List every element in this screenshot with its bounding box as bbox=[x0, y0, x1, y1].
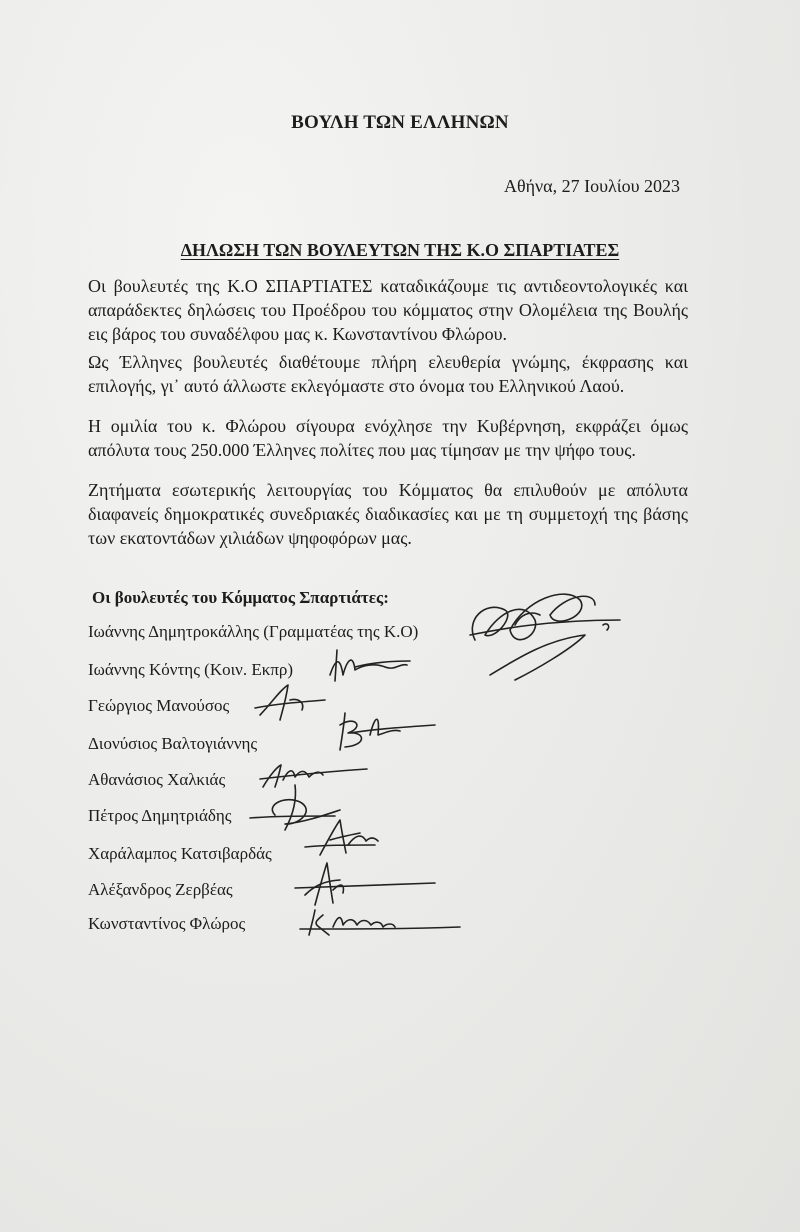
paragraph-2: Ως Έλληνες βουλευτές διαθέτουμε πλήρη ελευθερία γνώμης, έκφρασης και επιλογής, γι᾽ αυτό άλλωστε εκλεγόμαστε στο όνομα του Ελληνικού Λαού. bbox=[88, 352, 688, 396]
paragraph-4: Ζητήματα εσωτερικής λειτουργίας του Κόμματος θα επιλυθούν με απόλυτα διαφανείς δημοκρατικές συνεδριακές διαδικασίες και με τη συμμετοχή της βάσης των εκατοντάδων χιλιάδων ψηφοφόρων μας. bbox=[88, 480, 688, 548]
member-name: Διονύσιος Βαλτογιάννης bbox=[88, 734, 258, 753]
member-name: Ιωάννης Κόντης (Κοιν. Εκπρ) bbox=[88, 660, 294, 679]
member-name: Χαράλαμπος Κατσιβαρδάς bbox=[88, 844, 272, 863]
signature-chalkias-icon bbox=[255, 755, 370, 795]
signature-floros-icon bbox=[295, 905, 465, 940]
member-name: Αθανάσιος Χαλκιάς bbox=[88, 770, 226, 789]
signature-manousos-icon bbox=[250, 680, 330, 725]
member-name: Γεώργιος Μανούσος bbox=[88, 696, 230, 715]
signature-dimitrokallis-icon bbox=[455, 580, 635, 690]
member-name: Ιωάννης Δημητροκάλλης (Γραμματέας της Κ.Ο) bbox=[88, 622, 419, 641]
signature-zerveas-icon bbox=[285, 855, 440, 910]
document-header: ΒΟΥΛΗ ΤΩΝ ΕΛΛΗΝΩΝ bbox=[291, 112, 509, 133]
signers-heading: Οι βουλευτές του Κόμματος Σπαρτιάτες: bbox=[92, 588, 389, 607]
signature-kontis-icon bbox=[325, 645, 415, 685]
paragraph-3: Η ομιλία του κ. Φλώρου σίγουρα ενόχλησε την Κυβέρνηση, εκφράζει όμως απόλυτα τους 250.000 Έλληνες πολίτες που μας τίμησαν με την ψήφο τους. bbox=[88, 416, 688, 460]
signature-dimitriadis-icon bbox=[245, 780, 350, 835]
document-title bbox=[0, 240, 800, 261]
paragraph-1: Οι βουλευτές της Κ.Ο ΣΠΑΡΤΙΑΤΕΣ καταδικάζουμε τις αντιδεοντολογικές και απαράδεκτες δηλώσεις του Προέδρου του κόμματος στην Ολομέλεια της Βουλής εις βάρος του συναδέλφου μας κ. Κωνσταντίνου Φλώρου. bbox=[88, 276, 688, 344]
member-name: Κωνσταντίνος Φλώρος bbox=[88, 914, 246, 933]
document-title-text: ΔΗΛΩΣΗ ΤΩΝ ΒΟΥΛΕΥΤΩΝ ΤΗΣ Κ.Ο ΣΠΑΡΤΙΑΤΕΣ bbox=[180, 240, 620, 260]
signature-katsivardas-icon bbox=[300, 815, 380, 860]
signature-valtogiannis-icon bbox=[330, 705, 440, 755]
member-name: Αλέξανδρος Ζερβέας bbox=[88, 880, 233, 899]
member-name: Πέτρος Δημητριάδης bbox=[88, 806, 232, 825]
document-date: Αθήνα, 27 Ιουλίου 2023 bbox=[504, 176, 680, 196]
